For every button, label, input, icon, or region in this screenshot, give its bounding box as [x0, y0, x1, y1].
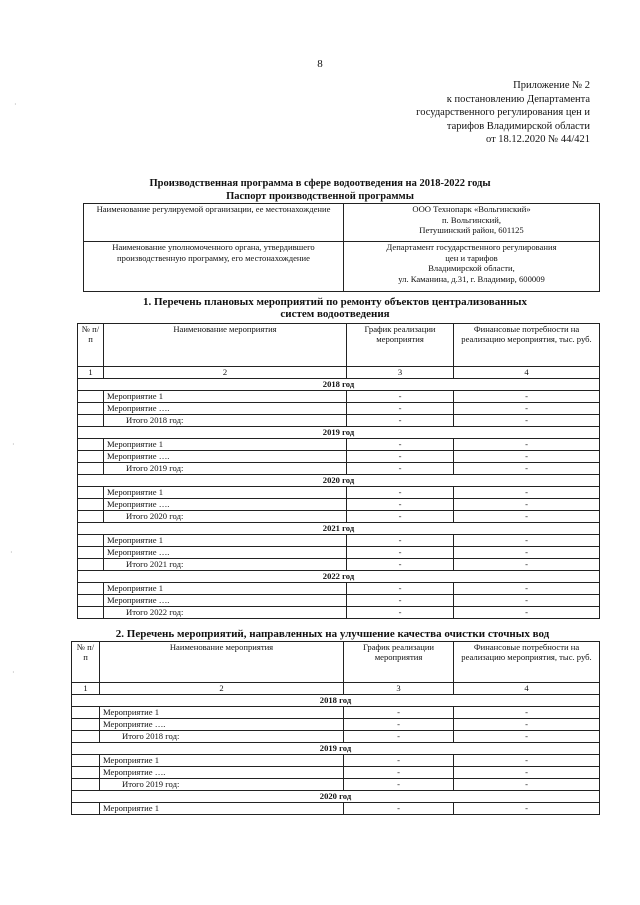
schedule-value: - [347, 547, 454, 559]
passport-value [344, 242, 600, 292]
schedule-value: - [347, 451, 454, 463]
schedule-value: - [347, 535, 454, 547]
document-subtitle: Паспорт производственной программы [226, 191, 414, 202]
finance-value: - [454, 535, 600, 547]
year-row [78, 379, 600, 391]
finance-value: - [454, 607, 600, 619]
schedule-value: - [347, 511, 454, 523]
table-header-row [78, 324, 600, 367]
finance-value: - [454, 767, 600, 779]
year-label: 2020 год [78, 475, 600, 487]
passport-label: Наименование регулируемой организации, ее местонахождение [84, 204, 344, 242]
passport-row-authority [84, 242, 600, 292]
column-number-row [72, 683, 600, 695]
schedule-value: - [344, 755, 454, 767]
table-row [78, 595, 600, 607]
appendix-line: к постановлению Департамента [446, 93, 590, 105]
year-row [78, 523, 600, 535]
schedule-value: - [347, 499, 454, 511]
table-row [78, 403, 600, 415]
header-schedule: График реализации мероприятия [344, 642, 454, 683]
total-row [72, 779, 600, 791]
scan-mark: · [10, 548, 13, 557]
measure-name: Мероприятие …. [104, 451, 347, 463]
table-row [78, 451, 600, 463]
total-label: Итого 2021 год: [104, 559, 347, 571]
column-number: 1 [78, 367, 104, 379]
header-num: № п/п [72, 642, 100, 683]
appendix-line: от 18.12.2020 № 44/421 [485, 134, 590, 145]
measure-name: Мероприятие …. [100, 767, 344, 779]
year-row [78, 571, 600, 583]
year-row [78, 427, 600, 439]
finance-value: - [454, 707, 600, 719]
appendix-line: Приложение № 2 [513, 80, 590, 91]
finance-value: - [454, 487, 600, 499]
schedule-value: - [347, 595, 454, 607]
column-number: 3 [347, 367, 454, 379]
schedule-value: - [347, 415, 454, 427]
year-row [78, 475, 600, 487]
scan-mark: · [12, 440, 15, 449]
measure-name: Мероприятие 1 [100, 707, 344, 719]
schedule-value: - [347, 607, 454, 619]
measure-name: Мероприятие …. [100, 719, 344, 731]
finance-value: - [454, 511, 600, 523]
passport-value-line: ООО Технопарк «Вольгинский» [412, 204, 531, 214]
schedule-value: - [344, 731, 454, 743]
document-title: Производственная программа в сфере водоотведения на 2018-2022 годы [149, 178, 491, 189]
table-row [78, 499, 600, 511]
section1-title [70, 296, 600, 320]
header-name: Наименование мероприятия [100, 642, 344, 683]
passport-value [344, 204, 600, 242]
appendix-line: государственного регулирования цен и [416, 107, 590, 118]
finance-value: - [454, 403, 600, 415]
passport-value-line: п. Вольгинский, [441, 214, 502, 225]
schedule-value: - [347, 583, 454, 595]
finance-value: - [454, 463, 600, 475]
column-number: 4 [454, 683, 600, 695]
measure-name: Мероприятие 1 [100, 755, 344, 767]
measure-name: Мероприятие 1 [104, 391, 347, 403]
total-label: Итого 2020 год: [104, 511, 347, 523]
finance-value: - [454, 595, 600, 607]
year-row [72, 791, 600, 803]
table-row [78, 583, 600, 595]
total-row [78, 511, 600, 523]
schedule-value: - [347, 487, 454, 499]
finance-value: - [454, 559, 600, 571]
measure-name: Мероприятие 1 [104, 535, 347, 547]
schedule-value: - [344, 707, 454, 719]
finance-value: - [454, 439, 600, 451]
finance-value: - [454, 583, 600, 595]
year-row [72, 695, 600, 707]
total-row [78, 607, 600, 619]
appendix-block [416, 79, 590, 147]
schedule-value: - [347, 559, 454, 571]
appendix-line: тарифов Владимирской области [446, 120, 590, 132]
passport-value-line: Департамент государственного регулирования [386, 242, 557, 252]
schedule-value: - [344, 719, 454, 731]
column-number-row [78, 367, 600, 379]
total-row [78, 559, 600, 571]
column-number: 4 [454, 367, 600, 379]
table-row [72, 767, 600, 779]
passport-value-line: Петушинский район, 601125 [419, 225, 524, 235]
schedule-value: - [344, 767, 454, 779]
total-label: Итого 2019 год: [100, 779, 344, 791]
year-label: 2019 год [72, 743, 600, 755]
year-row [72, 743, 600, 755]
column-number: 2 [104, 367, 347, 379]
finance-value: - [454, 719, 600, 731]
table-row [72, 755, 600, 767]
measure-name: Мероприятие 1 [104, 439, 347, 451]
finance-value: - [454, 415, 600, 427]
passport-label: Наименование уполномоченного органа, утвердившего производственную программу, его местонахождение [84, 242, 344, 292]
finance-value: - [454, 547, 600, 559]
passport-value-line: ул. Каманина, д.31, г. Владимир, 600009 [398, 273, 545, 284]
table-row [72, 707, 600, 719]
total-label: Итого 2019 год: [104, 463, 347, 475]
header-name: Наименование мероприятия [104, 324, 347, 367]
finance-value: - [454, 451, 600, 463]
table-row [78, 439, 600, 451]
section1-title-line: 1. Перечень плановых мероприятий по ремонту объектов централизованных [143, 296, 527, 308]
measure-name: Мероприятие 1 [100, 803, 344, 815]
finance-value: - [454, 731, 600, 743]
table-row [78, 547, 600, 559]
schedule-value: - [347, 403, 454, 415]
column-number: 2 [100, 683, 344, 695]
year-label: 2018 год [72, 695, 600, 707]
measure-name: Мероприятие …. [104, 403, 347, 415]
finance-value: - [454, 391, 600, 403]
header-num: № п/п [78, 324, 104, 367]
schedule-value: - [347, 463, 454, 475]
section1-table [77, 323, 600, 619]
section1-title-line: систем водоотведения [280, 308, 390, 320]
scan-mark: · [14, 100, 17, 109]
measure-name: Мероприятие …. [104, 499, 347, 511]
schedule-value: - [344, 779, 454, 791]
passport-table [83, 203, 600, 292]
total-row [72, 731, 600, 743]
year-label: 2018 год [78, 379, 600, 391]
table-row [72, 719, 600, 731]
schedule-value: - [347, 439, 454, 451]
total-row [78, 415, 600, 427]
year-label: 2022 год [78, 571, 600, 583]
total-label: Итого 2018 год: [104, 415, 347, 427]
page-number: 8 [317, 58, 323, 70]
section2-title: 2. Перечень мероприятий, направленных на улучшение качества очистки сточных вод [115, 628, 550, 640]
total-label: Итого 2022 год: [104, 607, 347, 619]
finance-value: - [454, 499, 600, 511]
column-number: 3 [344, 683, 454, 695]
table-row [78, 391, 600, 403]
total-label: Итого 2018 год: [100, 731, 344, 743]
table-row [78, 487, 600, 499]
table-header-row [72, 642, 600, 683]
finance-value: - [454, 755, 600, 767]
scan-mark: · [12, 668, 15, 677]
table-row [72, 803, 600, 815]
schedule-value: - [347, 391, 454, 403]
finance-value: - [454, 803, 600, 815]
passport-value-line: цен и тарифов [445, 252, 498, 263]
header-finance: Финансовые потребности на реализацию мероприятия, тыс. руб. [454, 642, 600, 683]
header-finance: Финансовые потребности на реализацию мероприятия, тыс. руб. [454, 324, 600, 367]
table-row [78, 535, 600, 547]
section2-table [71, 641, 600, 815]
year-label: 2019 год [78, 427, 600, 439]
measure-name: Мероприятие 1 [104, 487, 347, 499]
passport-row-organization [84, 204, 600, 242]
column-number: 1 [72, 683, 100, 695]
measure-name: Мероприятие …. [104, 547, 347, 559]
measure-name: Мероприятие …. [104, 595, 347, 607]
schedule-value: - [344, 803, 454, 815]
finance-value: - [454, 779, 600, 791]
total-row [78, 463, 600, 475]
header-schedule: График реализации мероприятия [347, 324, 454, 367]
year-label: 2020 год [72, 791, 600, 803]
year-label: 2021 год [78, 523, 600, 535]
passport-value-line: Владимирской области, [428, 263, 515, 273]
measure-name: Мероприятие 1 [104, 583, 347, 595]
